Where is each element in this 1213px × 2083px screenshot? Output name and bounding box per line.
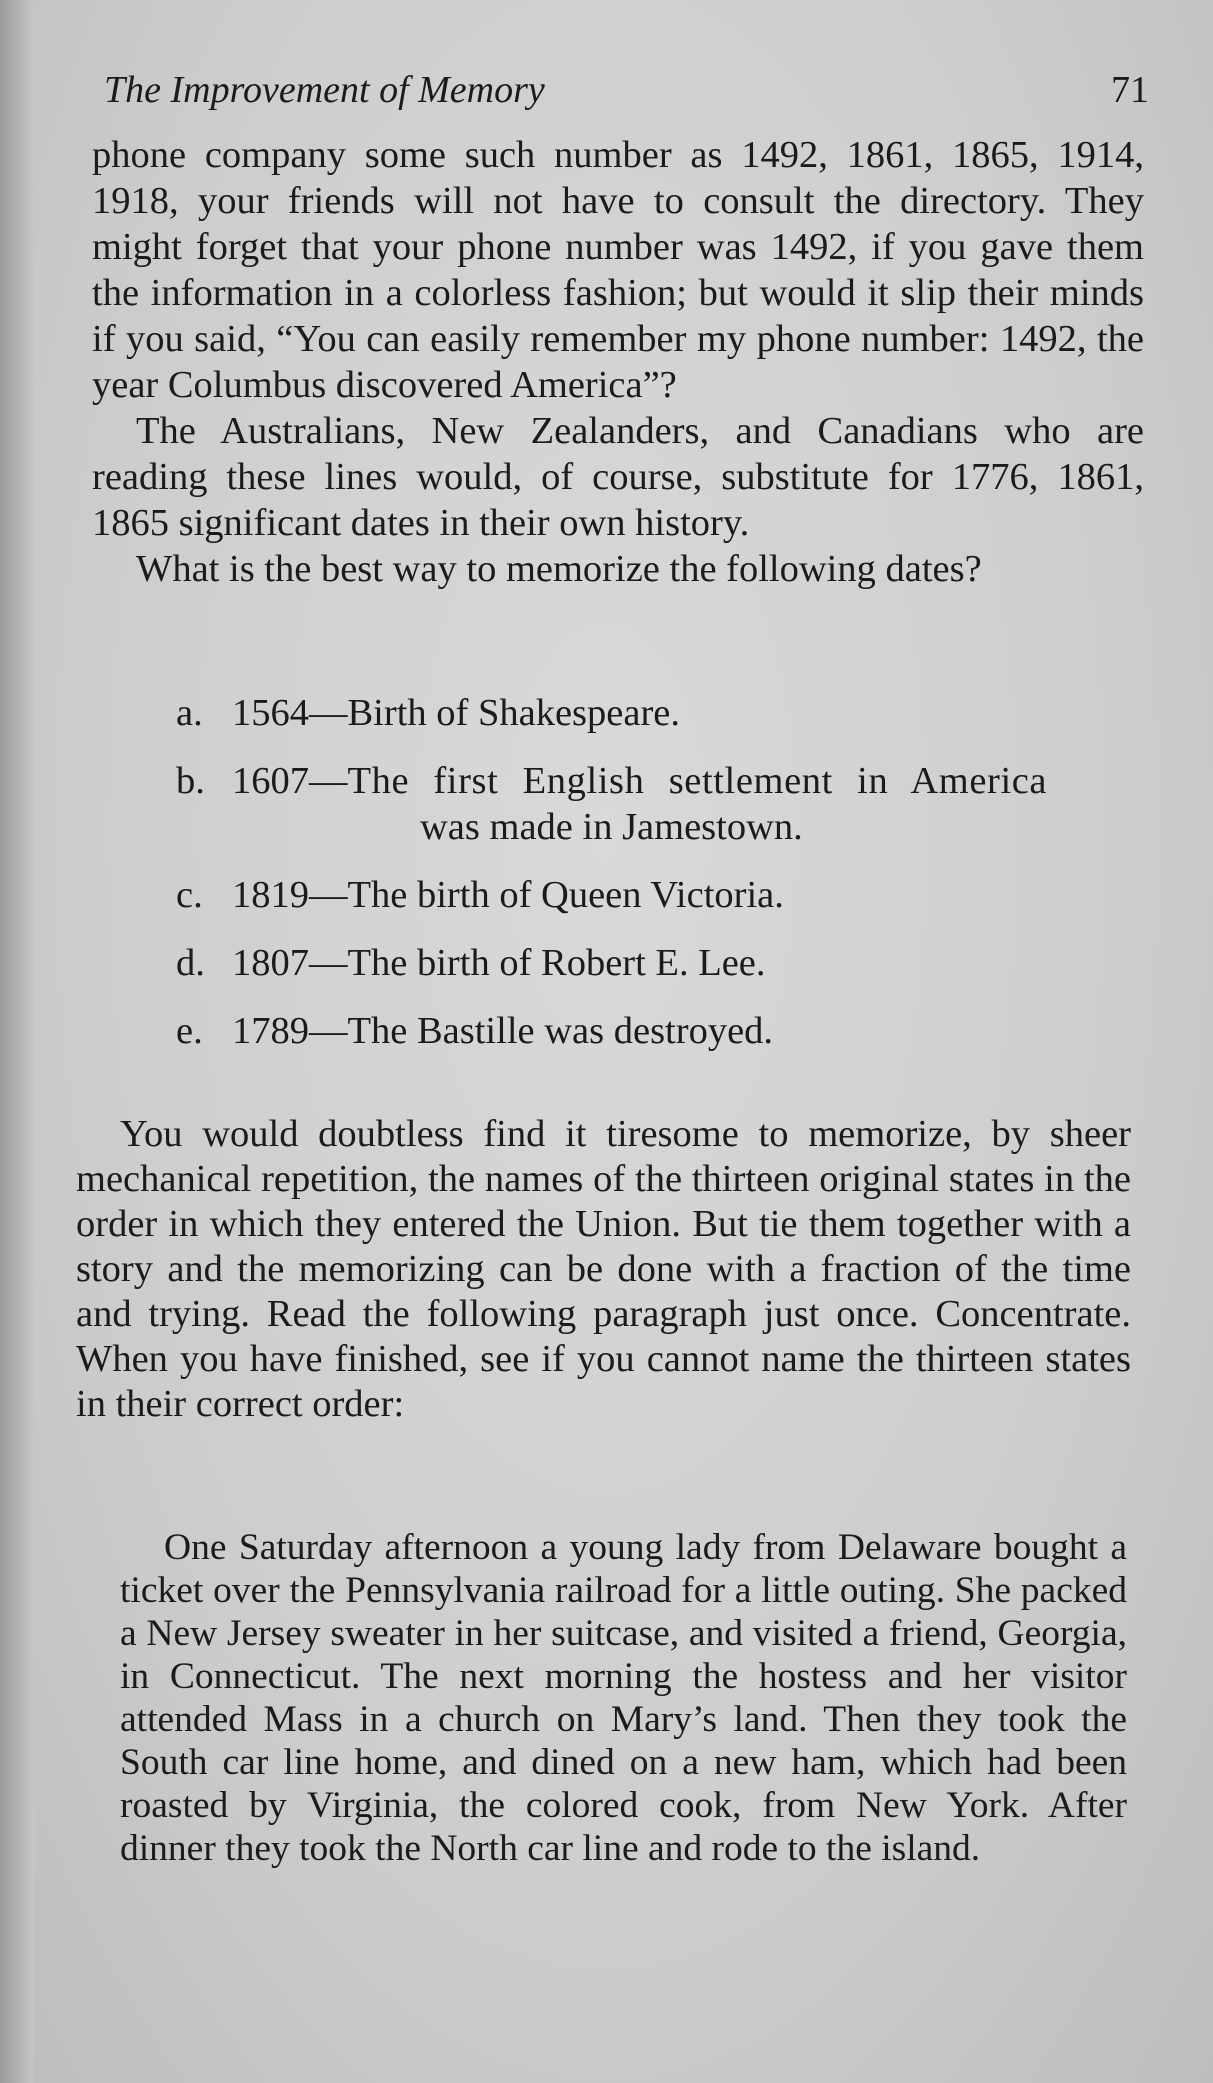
story-paragraph-block bbox=[120, 1526, 1127, 1870]
list-item bbox=[176, 1008, 1136, 1054]
item-dash: — bbox=[309, 692, 348, 734]
item-dash: — bbox=[309, 760, 348, 802]
item-description: The birth of Robert E. Lee. bbox=[347, 942, 766, 984]
item-letter: e. bbox=[176, 1010, 203, 1052]
paragraph-substitute-dates: The Australians, New Zealanders, and Canadians who are reading these lines would, of course, substitute for 1776, 1861, 1865 significant dates in their own history. bbox=[92, 410, 1144, 544]
item-letter: a. bbox=[176, 692, 203, 734]
item-year: 1564 bbox=[232, 692, 309, 734]
item-letter: b. bbox=[176, 760, 205, 802]
item-dash: — bbox=[309, 1010, 348, 1052]
paragraph-thirteen-states: You would doubtless find it tiresome to memorize, by sheer mechanical repetition, the names of the thirteen original states in the order in which they entered the Union. But tie them together with a story and the memorizing can be done with a fraction of the time and trying. Read the following paragraph just once. Concentrate. When you have finished, see if you cannot name the thirteen states in their correct order: bbox=[76, 1113, 1131, 1425]
item-letter: c. bbox=[176, 874, 203, 916]
list-item bbox=[176, 940, 1136, 986]
paragraph-story: One Saturday afternoon a young lady from Delaware bought a ticket over the Pennsylvania railroad for a little outing. She packed a New Jersey sweater in her suitcase, and visited a friend, Georgia, in Connecticut. The next morning the hostess and her visitor attended Mass in a church on Mary’s land. Then they took the South car line home, and dined on a new ham, which had been roasted by Virginia, the colored cook, from New York. After dinner they took the North car line and rode to the island. bbox=[120, 1527, 1127, 1869]
page-gutter-shadow bbox=[0, 0, 34, 2083]
paragraph-question: What is the best way to memorize the following dates? bbox=[136, 548, 982, 590]
item-description-block bbox=[232, 758, 1136, 850]
item-year: 1819 bbox=[232, 874, 309, 916]
item-description: The first English settlement in America bbox=[347, 760, 1048, 802]
paragraph-phone-number: phone company some such number as 1492, 1861, 1865, 1914, 1918, your friends will not have to consult the directory. They might forget that your phone number was 1492, if you gave them the information in a colorless fashion; but would it slip their minds if you said, “You can easily remember my phone number: 1492, the year Columbus discovered America”? bbox=[92, 134, 1144, 406]
intro-text bbox=[92, 132, 1144, 592]
item-dash: — bbox=[309, 874, 348, 916]
list-item bbox=[176, 690, 1136, 736]
page-number: 71 bbox=[1111, 69, 1149, 111]
item-year: 1807 bbox=[232, 942, 309, 984]
item-year: 1789 bbox=[232, 1010, 309, 1052]
page-header bbox=[104, 68, 1149, 118]
list-item bbox=[176, 758, 1136, 850]
item-description: The Bastille was destroyed. bbox=[347, 1010, 774, 1052]
states-paragraph-block bbox=[76, 1112, 1131, 1427]
item-year: 1607 bbox=[232, 760, 309, 802]
list-item bbox=[176, 872, 1136, 918]
item-dash: — bbox=[309, 942, 348, 984]
running-title: The Improvement of Memory bbox=[104, 69, 545, 111]
item-description-continued: was made in Jamestown. bbox=[420, 806, 803, 848]
dates-list bbox=[176, 690, 1136, 1076]
item-description: The birth of Queen Victoria. bbox=[347, 874, 784, 916]
item-letter: d. bbox=[176, 942, 205, 984]
item-description: Birth of Shakespeare. bbox=[347, 692, 680, 734]
